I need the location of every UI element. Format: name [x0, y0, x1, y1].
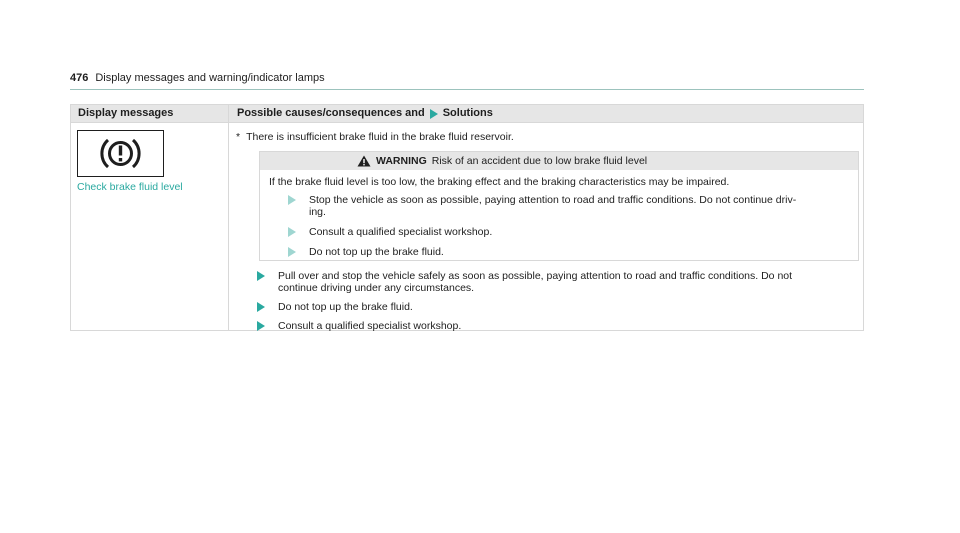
cause-note [236, 131, 514, 143]
column-header-causes-solutions [237, 105, 493, 122]
brake-warning-lamp-icon [77, 130, 164, 177]
play-triangle-icon [288, 247, 296, 257]
warning-title: WARNING [376, 155, 427, 167]
column-header-causes: Possible causes/consequences and [237, 107, 425, 119]
column-divider [228, 105, 229, 330]
page-header-title: Display messages and warning/indicator lamps [95, 72, 325, 84]
cause-note-text: There is insufficient brake fluid in the brake fluid reservoir. [246, 131, 514, 143]
warning-step [288, 194, 796, 218]
play-triangle-icon [288, 195, 296, 205]
warning-step-text: Do not top up the brake fluid. [309, 246, 444, 258]
solution-step [257, 270, 792, 294]
warning-step [288, 226, 492, 238]
warning-box [259, 151, 859, 261]
page-header [70, 71, 864, 90]
play-triangle-icon [288, 227, 296, 237]
warning-header [260, 152, 858, 170]
column-header-solutions: Solutions [442, 107, 493, 119]
play-triangle-icon [257, 271, 265, 281]
warning-step-text: Consult a qualified specialist workshop. [309, 226, 493, 238]
solution-step-text: Pull over and stop the vehicle safely as soon as possible, paying attention to road and traffic conditions. Do not continue driving under any circumstances. [278, 270, 793, 294]
note-marker: * [236, 131, 241, 143]
message-check-brake-fluid-level: Check brake fluid level [77, 181, 183, 193]
column-header-display-messages: Display messages [78, 107, 174, 119]
page-number: 476 [70, 72, 89, 84]
warning-triangle-icon [357, 155, 371, 167]
solution-step [257, 301, 413, 313]
warning-subtitle: Risk of an accident due to low brake fluid level [431, 155, 648, 167]
warning-step [288, 246, 444, 258]
play-triangle-icon [430, 109, 438, 119]
table-header-row [71, 105, 863, 122]
display-messages-table [70, 104, 864, 331]
warning-step-text: Stop the vehicle as soon as possible, paying attention to road and traffic conditions. Do not continue driv- ing. [309, 194, 797, 218]
solution-step-text: Consult a qualified specialist workshop. [278, 320, 462, 332]
solution-step [257, 320, 461, 332]
play-triangle-icon [257, 321, 265, 331]
row-divider [71, 122, 863, 123]
warning-intro: If the brake fluid level is too low, the braking effect and the braking characteristics may be impaired. [269, 176, 730, 188]
play-triangle-icon [257, 302, 265, 312]
solution-step-text: Do not top up the brake fluid. [278, 301, 413, 313]
